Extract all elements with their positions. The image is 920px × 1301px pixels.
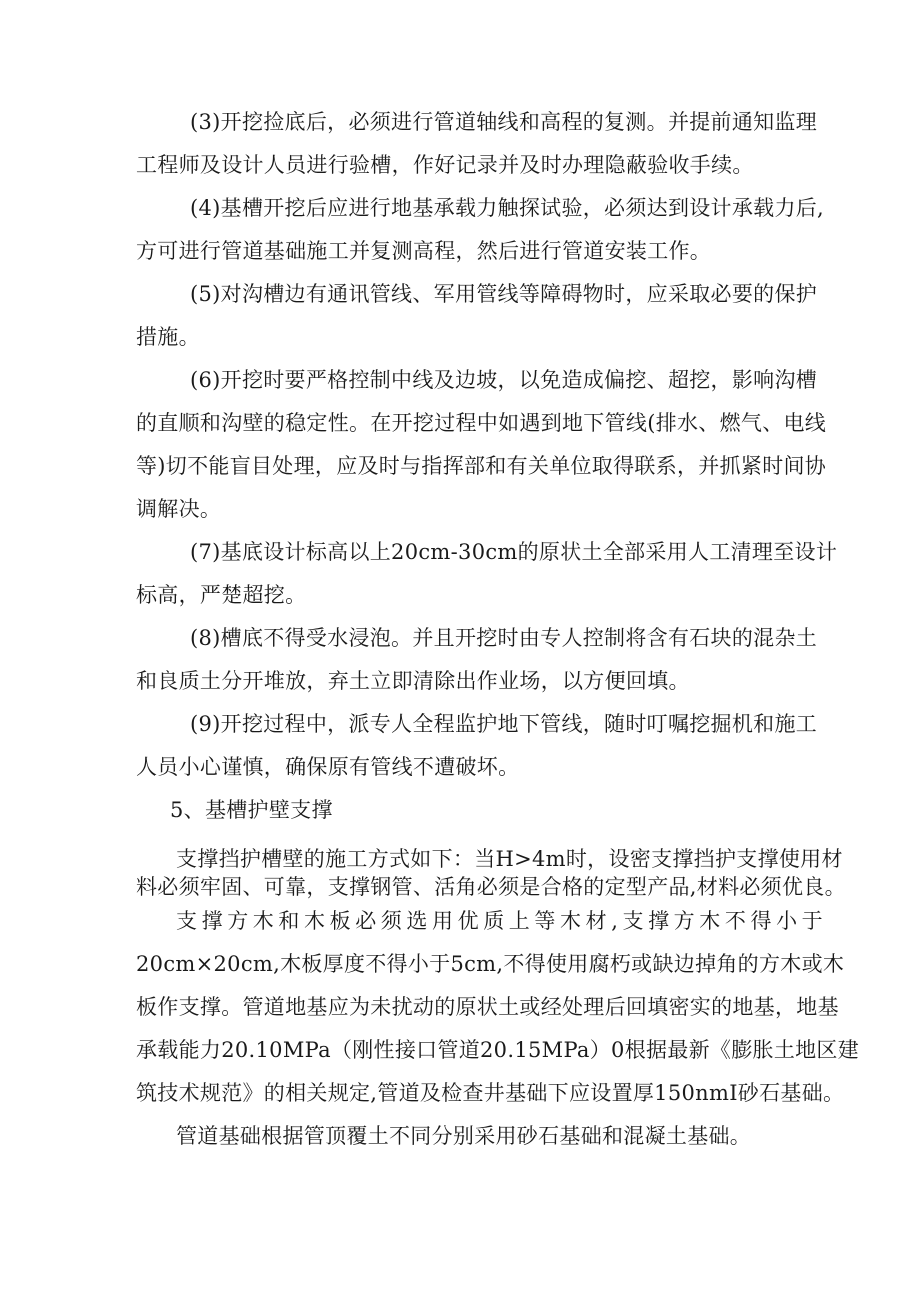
item-7-line-1: (7)基底设计标高以上20cm-30cm的原状土全部采用人工清理至设计 (190, 540, 838, 564)
item-3-line-1: (3)开挖捡底后，必须进行管道轴线和高程的复测。并提前通知监理 (190, 110, 818, 134)
para-1-line-1: 支撑挡护槽壁的施工方式如下：当H>4m时，设密支撑挡护支撑使用材 (176, 847, 843, 871)
item-6-line-1: (6)开挖时要严格控制中线及边坡，以免造成偏挖、超挖，影响沟槽 (190, 368, 818, 392)
para-2-line-2: 20cm×20cm,木板厚度不得小于5cm,不得使用腐朽或缺边掉角的方木或木 (136, 952, 845, 976)
item-5-line-1: (5)对沟槽边有通讯管线、军用管线等障碍物时，应采取必要的保护 (190, 282, 818, 306)
para-2-line-4: 承载能力20.10MPa（刚性接口管道20.15MPa）0根据最新《膨胀土地区建 (136, 1038, 860, 1062)
para-2-line-3: 板作支撑。管道地基应为未扰动的原状土或经处理后回填密实的地基，地基 (136, 995, 839, 1019)
item-4-line-2: 方可进行管道基础施工并复测高程，然后进行管道安装工作。 (136, 239, 712, 263)
section-5-heading: 5、基槽护壁支撑 (170, 798, 333, 822)
item-9-line-1: (9)开挖过程中，派专人全程监护地下管线，随时叮嘱挖掘机和施工 (190, 712, 818, 736)
item-8-line-2: 和良质土分开堆放，弃土立即清除出作业场，以方便回填。 (136, 669, 690, 693)
item-4-line-1: (4)基槽开挖后应进行地基承载力触探试验，必须达到设计承载力后, (190, 196, 825, 220)
item-6-line-3: 等)切不能盲目处理，应及时与指挥部和有关单位取得联系，并抓紧时间协 (136, 454, 827, 478)
para-1-line-2: 料必须牢固、可靠，支撑钢管、活角必须是合格的定型产品,材料必须优良。 (136, 875, 846, 899)
item-5-line-2: 措施。 (136, 325, 200, 349)
item-8-line-1: (8)槽底不得受水浸泡。并且开挖时由专人控制将含有石块的混杂土 (190, 626, 818, 650)
para-2-line-5: 筑技术规范》的相关规定,管道及检查井基础下应设置厚150nmI砂石基础。 (136, 1081, 845, 1105)
para-3-line-1: 管道基础根据管顶覆土不同分别采用砂石基础和混凝土基础。 (176, 1124, 752, 1148)
item-6-line-2: 的直顺和沟壁的稳定性。在开挖过程中如遇到地下管线(排水、燃气、电线 (136, 411, 827, 435)
item-9-line-2: 人员小心谨慎，确保原有管线不遭破坏。 (136, 755, 520, 779)
item-7-line-2: 标高，严楚超挖。 (136, 583, 307, 607)
para-2-line-1: 支撑方木和木板必须选用优质上等木材,支撑方木不得小于 (176, 909, 828, 933)
item-3-line-2: 工程师及设计人员进行验槽，作好记录并及时办理隐蔽验收手续。 (136, 153, 754, 177)
item-6-line-4: 调解决。 (136, 497, 222, 521)
